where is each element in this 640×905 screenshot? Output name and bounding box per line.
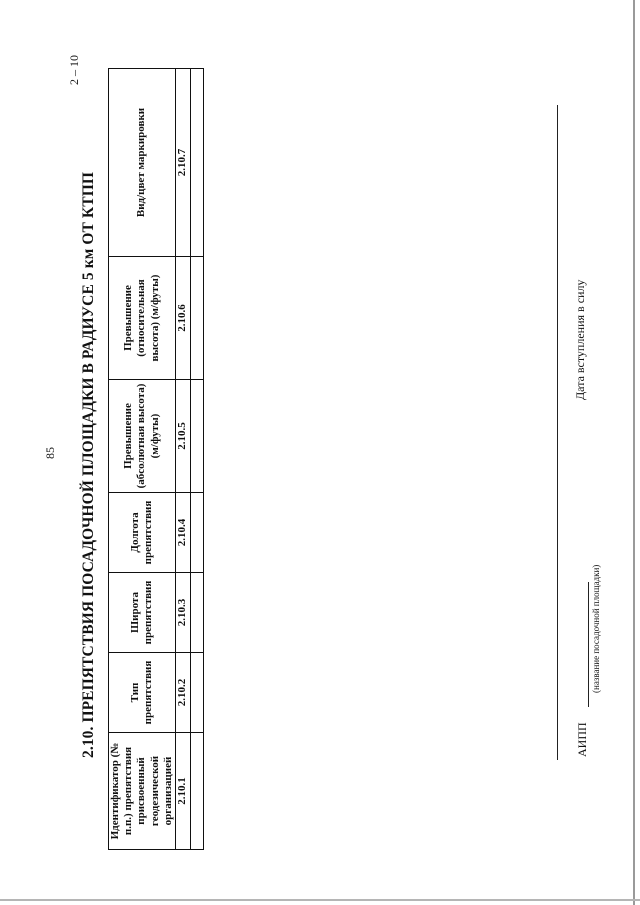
empty-cell [190,573,203,653]
empty-cell [190,493,203,573]
section-number: 2 – 10 [67,55,81,85]
empty-cell [190,733,203,850]
empty-cell [190,380,203,493]
empty-cell [190,69,203,257]
header-relative-elevation: Превышение (относительная высота) (м/футы) [109,257,176,380]
table-header-row [109,69,176,850]
header-longitude: Долгота препятствия [109,493,176,573]
code-cell: 2.10.5 [175,380,190,493]
code-cell: 2.10.3 [175,573,190,653]
table-code-row [175,69,190,850]
aip-label: АИПП [575,722,589,757]
airfield-name-caption: (название посадочной площадки) [591,564,601,693]
effective-date-label: Дата вступления в силу [573,279,587,400]
page-number: 85 [43,447,57,459]
code-cell: 2.10.1 [175,733,190,850]
footer-divider [557,105,558,760]
header-absolute-elevation: Превышение (абсолютная высота) (м/футы) [109,380,176,493]
code-cell: 2.10.2 [175,653,190,733]
code-cell: 2.10.4 [175,493,190,573]
empty-cell [190,653,203,733]
empty-cell [190,257,203,380]
table-row [190,69,203,850]
header-obstacle-id: Идентификатор (№ п.п.) препятствия присвоенный геодезической организацией [109,733,176,850]
obstacles-table [108,68,204,850]
code-cell: 2.10.6 [175,257,190,380]
header-latitude: Широта препятствия [109,573,176,653]
code-cell: 2.10.7 [175,69,190,257]
page-title: 2.10. ПРЕПЯТСТВИЯ ПОСАДОЧНОЙ ПЛОЩАДКИ В РАДИУСЕ 5 км ОТ КТПП [80,171,97,759]
airfield-name-underline [588,582,589,707]
header-obstacle-type: Тип препятствия [109,653,176,733]
header-marking: Вид/цвет маркировки [109,69,176,257]
